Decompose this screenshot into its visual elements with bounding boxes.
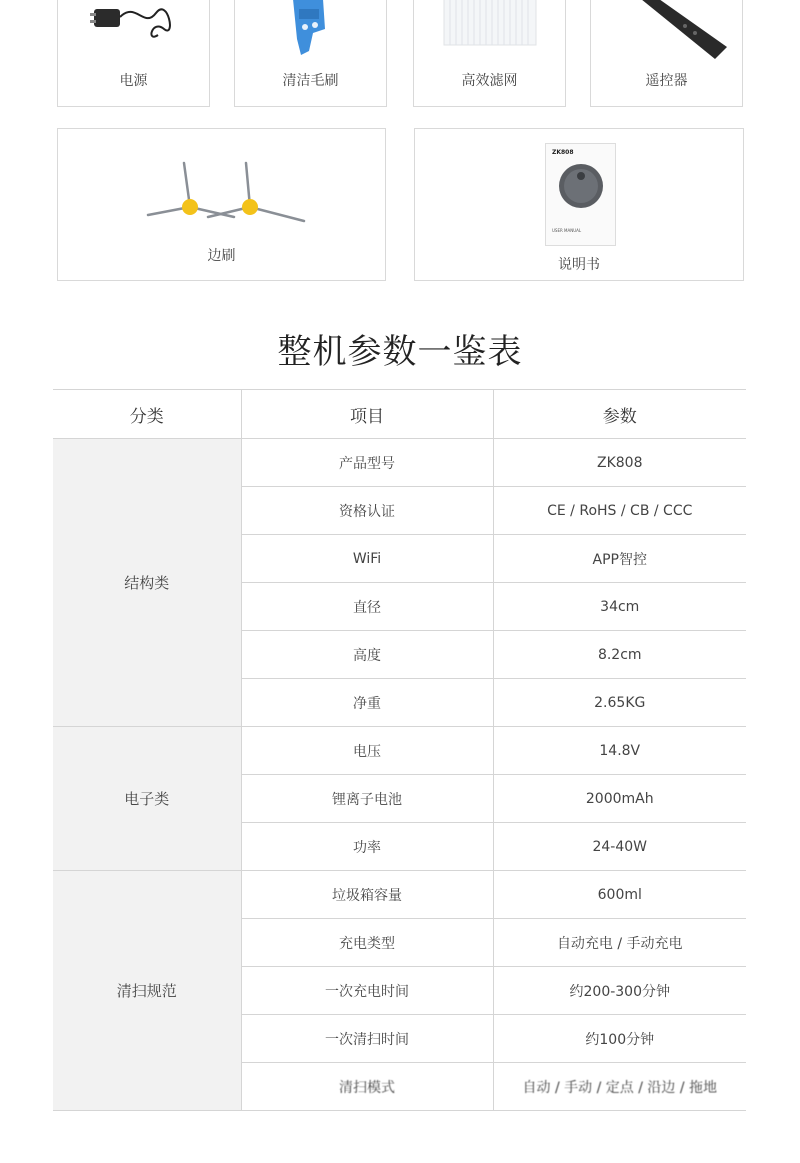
accessory-card-power: [57, 0, 210, 107]
row-value: 8.2cm: [493, 631, 746, 679]
accessory-label: 清洁毛刷: [282, 73, 339, 89]
header-value: 参数: [493, 390, 746, 439]
accessory-label: 说明书: [558, 257, 600, 273]
row-item: 高度: [241, 631, 493, 679]
accessory-label: 高效滤网: [461, 73, 518, 89]
row-item: 直径: [241, 583, 493, 631]
manual-caption: USER MANUAL: [552, 228, 582, 233]
table-header-row: [53, 390, 746, 439]
row-item: 功率: [241, 823, 493, 871]
accessory-card-brush: [234, 0, 387, 107]
category-electronics: 电子类: [53, 727, 241, 871]
row-value: 600ml: [493, 871, 746, 919]
accessory-card-filter: [413, 0, 566, 107]
accessory-card-side-brush: [57, 128, 386, 281]
power-adapter-icon: [86, 0, 186, 45]
row-value: 2.65KG: [493, 679, 746, 727]
row-value: CE / RoHS / CB / CCC: [493, 487, 746, 535]
accessory-label: 边刷: [207, 248, 236, 264]
row-value: 自动 / 手动 / 定点 / 沿边 / 拖地: [493, 1063, 746, 1111]
row-value: 24-40W: [493, 823, 746, 871]
row-item: 锂离子电池: [241, 775, 493, 823]
header-category: 分类: [53, 390, 241, 439]
row-value: 14.8V: [493, 727, 746, 775]
row-value: 自动充电 / 手动充电: [493, 919, 746, 967]
row-item: 资格认证: [241, 487, 493, 535]
row-item: 垃圾箱容量: [241, 871, 493, 919]
manual-model: ZK808: [552, 149, 574, 156]
row-item: 清扫模式: [241, 1063, 493, 1111]
remote-control-icon: [635, 0, 731, 63]
accessory-card-remote: [590, 0, 743, 107]
manual-icon: [545, 143, 616, 246]
table-row: [53, 871, 746, 919]
header-item: 项目: [241, 390, 493, 439]
category-cleaning: 清扫规范: [53, 871, 241, 1111]
row-item: 充电类型: [241, 919, 493, 967]
category-structure: 结构类: [53, 439, 241, 727]
row-value: 约200-300分钟: [493, 967, 746, 1015]
row-item: 电压: [241, 727, 493, 775]
row-item: 产品型号: [241, 439, 493, 487]
row-item: WiFi: [241, 535, 493, 583]
spec-table-title: 整机参数一鉴表: [277, 332, 523, 372]
accessory-label: 遥控器: [645, 73, 688, 89]
row-value: ZK808: [493, 439, 746, 487]
cleaning-brush-icon: [283, 0, 343, 57]
accessory-card-manual: [414, 128, 744, 281]
row-value: APP智控: [493, 535, 746, 583]
table-row: [53, 439, 746, 487]
accessory-label: 电源: [119, 73, 148, 89]
row-item: 一次充电时间: [241, 967, 493, 1015]
row-item: 一次清扫时间: [241, 1015, 493, 1063]
row-item: 净重: [241, 679, 493, 727]
robot-vacuum-icon: [554, 162, 608, 210]
side-brush-icon: [142, 157, 312, 227]
spec-table: [53, 389, 746, 1111]
row-value: 约100分钟: [493, 1015, 746, 1063]
row-value: 34cm: [493, 583, 746, 631]
row-value: 2000mAh: [493, 775, 746, 823]
table-row: [53, 727, 746, 775]
filter-icon: [442, 0, 538, 47]
